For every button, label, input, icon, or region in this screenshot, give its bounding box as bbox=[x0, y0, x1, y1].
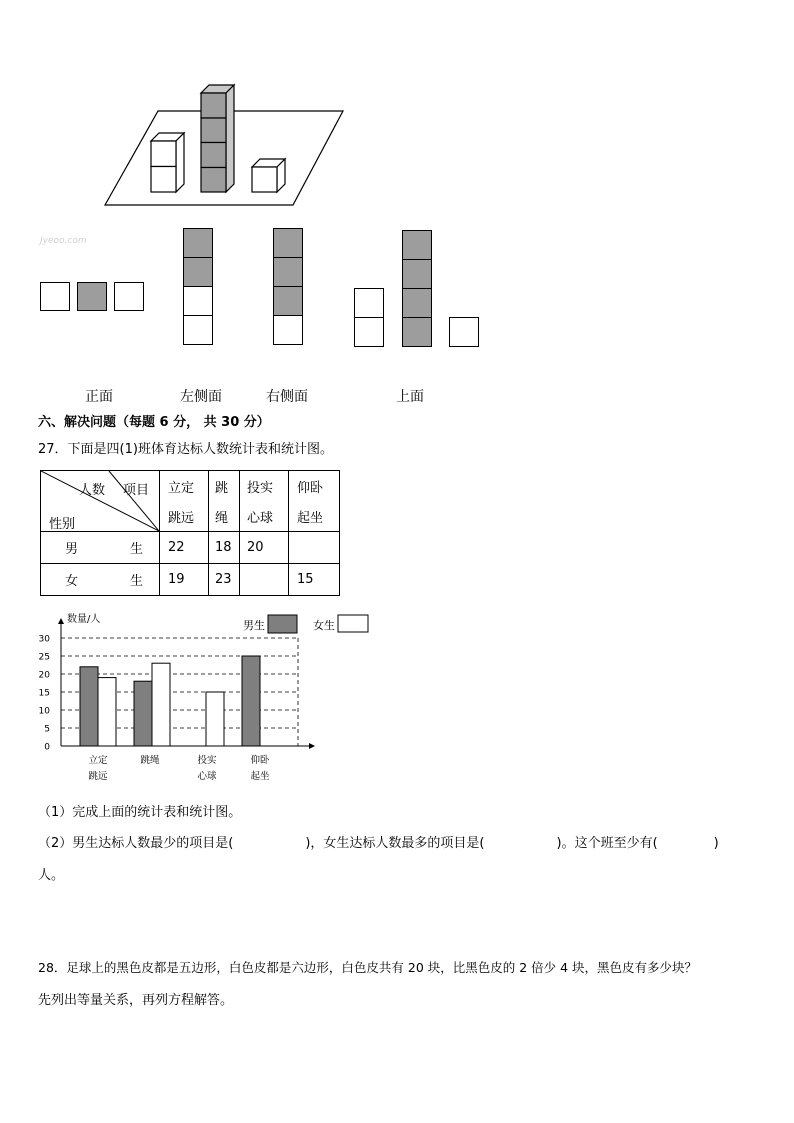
section-title: 六、解决问题（每题 6 分， 共 30 分） bbox=[38, 415, 270, 430]
y-tick-label: 30 bbox=[38, 634, 50, 645]
left-view-label: 左侧面 bbox=[180, 389, 222, 405]
bar bbox=[134, 681, 152, 746]
cube-figure bbox=[100, 80, 360, 210]
q28-line1: 28．足球上的黑色皮都是五边形，白色皮都是六边形，白色皮共有 20 块，比黑色皮的 2 倍少 4 块，黑色皮有多少块？ bbox=[38, 960, 698, 975]
left-view-cell bbox=[183, 286, 213, 316]
y-axis-label: 数量/人 bbox=[67, 614, 101, 625]
top-view-cell bbox=[402, 259, 432, 289]
x-tick-label: 立定 bbox=[88, 755, 108, 766]
diag-top1: 人数 bbox=[79, 483, 106, 498]
x-tick-label: 投实 bbox=[197, 755, 217, 766]
watermark: Jyeoo.com bbox=[40, 236, 87, 246]
right-view-cell bbox=[273, 315, 303, 345]
top-view-cell bbox=[354, 317, 384, 347]
answer-cell[interactable] bbox=[240, 564, 289, 596]
x-tick-label: 跳远 bbox=[88, 771, 108, 782]
legend-swatch bbox=[268, 615, 297, 633]
bar bbox=[242, 656, 260, 746]
q27-part2-end: 人。 bbox=[38, 868, 65, 883]
x-axis-arrow bbox=[309, 743, 315, 749]
top-view-cell bbox=[402, 230, 432, 260]
top-view-cell bbox=[354, 288, 384, 318]
y-tick-label: 25 bbox=[38, 652, 50, 663]
bar bbox=[206, 692, 224, 746]
col-header: 仰卧 起坐 bbox=[289, 471, 340, 532]
x-tick-label: 心球 bbox=[197, 771, 217, 782]
top-view-cell bbox=[402, 317, 432, 347]
left-view-cell bbox=[183, 257, 213, 287]
diag-bottom: 性别 bbox=[49, 517, 76, 532]
diag-top2: 项目 bbox=[123, 483, 150, 498]
top-view-cell bbox=[449, 317, 479, 347]
x-tick-label: 跳绳 bbox=[140, 755, 160, 766]
front-view-cell bbox=[77, 282, 107, 311]
q27-intro: 27．下面是四(1)班体育达标人数统计表和统计图。 bbox=[38, 442, 333, 457]
col-header: 立定 跳远 bbox=[160, 471, 209, 532]
right-view-label: 右侧面 bbox=[266, 389, 308, 405]
bar bbox=[152, 663, 170, 746]
col-header: 跳 绳 bbox=[209, 471, 240, 532]
left-view-cell bbox=[183, 228, 213, 258]
col-header: 投实 心球 bbox=[240, 471, 289, 532]
table-row: 女 生 19 23 15 bbox=[41, 564, 340, 596]
right-view-cell bbox=[273, 228, 303, 258]
right-view-cell bbox=[273, 286, 303, 316]
right-view-cell bbox=[273, 257, 303, 287]
legend-label: 女生 bbox=[313, 619, 335, 632]
y-tick-label: 20 bbox=[38, 670, 50, 681]
top-view-label: 上面 bbox=[396, 389, 424, 405]
front-view-cell bbox=[114, 282, 144, 311]
bar-chart bbox=[30, 610, 380, 790]
left-view-cell bbox=[183, 315, 213, 345]
table-row: 男 生 22 18 20 bbox=[41, 532, 340, 564]
q27-part2: （2）男生达标人数最少的项目是( )，女生达标人数最多的项目是( )。这个班至少有( ) bbox=[38, 836, 719, 851]
x-tick-label: 起坐 bbox=[250, 771, 270, 782]
q28-line2: 先列出等量关系，再列方程解答。 bbox=[38, 993, 234, 1008]
bar bbox=[80, 667, 98, 746]
top-view-cell bbox=[402, 288, 432, 318]
legend-label: 男生 bbox=[243, 619, 265, 632]
y-tick-label: 0 bbox=[44, 742, 50, 753]
legend-swatch bbox=[338, 615, 368, 632]
y-tick-label: 10 bbox=[38, 706, 50, 717]
stats-table bbox=[40, 470, 340, 596]
x-tick-label: 仰卧 bbox=[250, 755, 270, 766]
q27-part1: （1）完成上面的统计表和统计图。 bbox=[38, 805, 242, 820]
y-tick-label: 15 bbox=[38, 688, 50, 699]
answer-cell[interactable]: 20 bbox=[240, 532, 289, 564]
y-tick-label: 5 bbox=[44, 724, 50, 735]
y-axis-arrow bbox=[58, 618, 64, 624]
answer-cell[interactable] bbox=[289, 532, 340, 564]
front-view-cell bbox=[40, 282, 70, 311]
bar bbox=[98, 678, 116, 746]
diagonal-header bbox=[41, 471, 160, 532]
front-view-label: 正面 bbox=[85, 389, 113, 405]
